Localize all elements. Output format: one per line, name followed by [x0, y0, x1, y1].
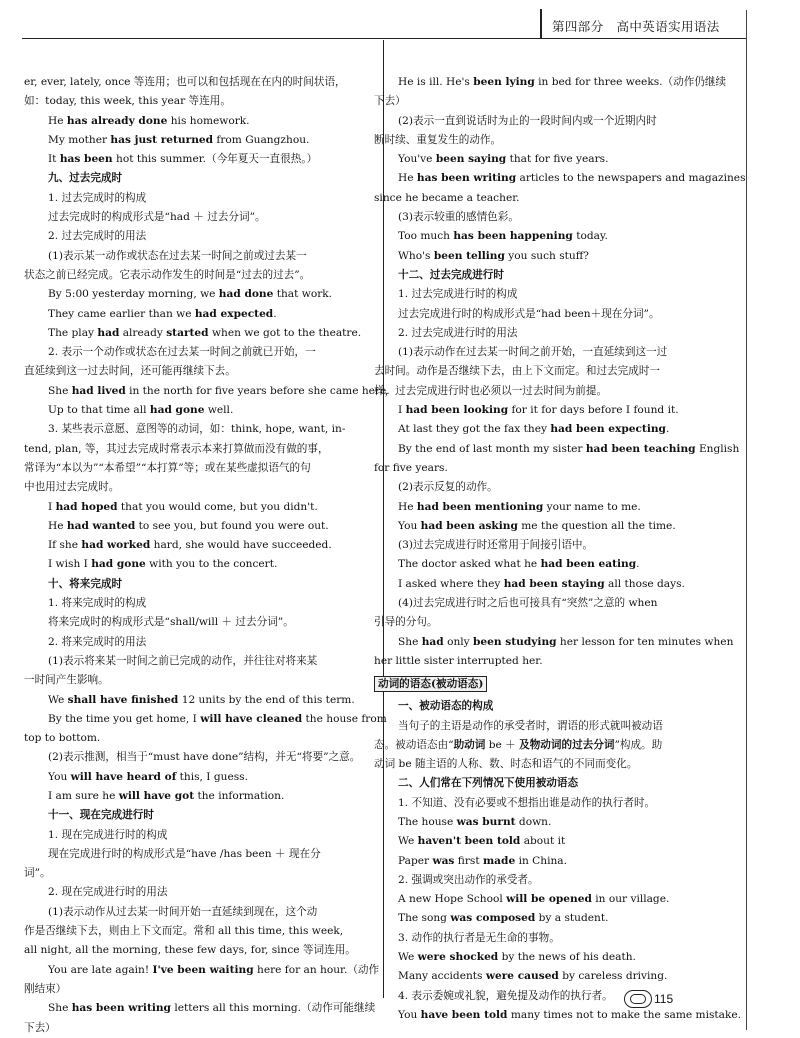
text-line: 一时间产生影响。	[24, 674, 109, 687]
text-line: 1. 过去完成进行时的构成	[398, 288, 518, 301]
text-line: The doctor asked what he had been eating.	[398, 558, 640, 571]
text-line: They came earlier than we had expected.	[48, 307, 277, 320]
text-line: (1)表示某一动作或状态在过去某一时间之前或过去某一	[48, 249, 307, 262]
text-line: A new Hope School will be opened in our village.	[398, 893, 670, 906]
text-line: I had hoped that you would come, but you didn't.	[48, 500, 318, 513]
text-line: 2. 表示一个动作或状态在过去某一时间之前就已开始，一	[48, 346, 316, 359]
left-column	[24, 73, 390, 1038]
page-edge-rule	[746, 10, 747, 1030]
text-line: 下去）	[24, 1021, 56, 1034]
text-line: 一、被动语态的构成	[398, 700, 494, 713]
text-line: 作是否继续下去，则由上下文而定。常和 all this time, this week,	[24, 925, 344, 938]
text-line: The song was composed by a student.	[398, 912, 609, 925]
text-line: 3. 某些表示意愿、意图等的动词，如：think, hope, want, in-	[48, 423, 346, 436]
text-line: By the end of last month my sister had been teaching English	[398, 442, 740, 455]
text-line: (2)表示推测，相当于“must have done”结构，并无“将要”之意。	[48, 751, 361, 764]
text-line: Up to that time all had gone well.	[48, 404, 234, 417]
page-number-icon	[624, 990, 652, 1008]
text-line: for five years.	[374, 461, 448, 474]
text-line: 1. 不知道、没有必要或不想指出谁是动作的执行者时。	[398, 796, 656, 809]
text-line: (1)表示将来某一时间之前已完成的动作，并往往对将来某	[48, 654, 318, 667]
text-line: 2. 过去完成进行时的用法	[398, 326, 518, 339]
text-line: Paper was first made in China.	[398, 854, 567, 867]
text-line: 状态之前已经完成。它表示动作发生的时间是“过去的过去”。	[24, 268, 311, 281]
text-line: 十二、过去完成进行时	[398, 268, 504, 281]
text-line: (3)表示较重的感情色彩。	[398, 211, 519, 224]
text-line: since he became a teacher.	[374, 191, 520, 204]
text-line: 二、人们常在下列情况下使用被动语态	[398, 777, 579, 790]
text-line: 词”。	[24, 867, 51, 880]
text-line: You had been asking me the question all the time.	[398, 519, 676, 532]
text-line: By the time you get home, I will have cleaned the house from	[48, 712, 387, 725]
text-line: (4)过去完成进行时之后也可接具有“突然”之意的 when	[398, 597, 658, 610]
text-line: 十、将来完成时	[48, 577, 123, 590]
text-line: 2. 将来完成时的用法	[48, 635, 147, 648]
text-line: 将来完成时的构成形式是“shall/will ＋ 过去分词”。	[48, 616, 294, 629]
text-line: You are late again! I've been waiting here for an hour.（动作	[48, 963, 380, 976]
text-line: 九、过去完成时	[48, 172, 123, 185]
text-line: At last they got the fax they had been expecting.	[398, 423, 670, 436]
text-line: 现在完成进行时的构成形式是“have /has been ＋ 现在分	[48, 847, 321, 860]
text-line: 如：today, this week, this year 等连用。	[24, 95, 231, 108]
text-line: 断时续、重复发生的动作。	[374, 133, 502, 146]
text-line: She had only been studying her lesson for ten minutes when	[398, 635, 734, 648]
text-line: The house was burnt down.	[398, 815, 552, 828]
text-line: (2)表示反复的动作。	[398, 481, 498, 494]
text-line: I am sure he will have got the information.	[48, 789, 285, 802]
section-heading-box: 动词的语态(被动语态)	[374, 671, 700, 697]
text-line: If she had worked hard, she would have succeeded.	[48, 539, 332, 552]
text-line: her little sister interrupted her.	[374, 654, 543, 667]
text-line: 直延续到这一过去时间，还可能再继续下去。	[24, 365, 236, 378]
text-line: 1. 现在完成进行时的构成	[48, 828, 168, 841]
text-line: The play had already started when we got to the theatre.	[48, 326, 362, 339]
text-line: 过去完成时的构成形式是“had ＋ 过去分词”。	[48, 211, 266, 224]
text-line: We shall have finished 12 units by the end of this term.	[48, 693, 355, 706]
text-line: We haven't been told about it	[398, 835, 566, 848]
text-line: 3. 动作的执行者是无生命的事物。	[398, 931, 560, 944]
text-line: You have been told many times not to make the same mistake.	[398, 1008, 742, 1021]
text-line: Too much has been happening today.	[398, 230, 608, 243]
text-line: (1)表示动作在过去某一时间之前开始，一直延续到这一过	[398, 346, 668, 359]
text-line: 中也用过去完成时。	[24, 481, 120, 494]
text-line: 样，过去完成进行时也必须以一过去时间为前提。	[374, 384, 608, 397]
text-line: Many accidents were caused by careless driving.	[398, 970, 668, 983]
text-line: all night, all the morning, these few days, for, since 等词连用。	[24, 944, 356, 957]
text-line: 过去完成进行时的构成形式是“had been＋现在分词”。	[398, 307, 660, 320]
text-line: My mother has just returned from Guangzhou.	[48, 133, 310, 146]
text-line: (3)过去完成进行时还常用于间接引语中。	[398, 539, 594, 552]
text-line: He has already done his homework.	[48, 114, 250, 127]
text-line: Who's been telling you such stuff?	[398, 249, 589, 262]
text-line: 4. 表示委婉或礼貌，避免提及动作的执行者。	[398, 989, 613, 1002]
text-line: I had been looking for it for days before I found it.	[398, 404, 679, 417]
right-column	[374, 73, 746, 1025]
text-line: She had lived in the north for five years before she came here.	[48, 384, 390, 397]
text-line: We were shocked by the news of his death.	[398, 951, 636, 964]
text-line: 2. 过去完成时的用法	[48, 230, 147, 243]
text-line: 引导的分句。	[374, 616, 438, 629]
text-line: er, ever, lately, once 等连用；也可以和包括现在在内的时间状语，	[24, 76, 346, 88]
text-line: It has been hot this summer.（今年夏天一直很热。）	[48, 153, 318, 166]
text-line: He had wanted to see you, but found you were out.	[48, 519, 329, 532]
page-number: 115	[654, 992, 674, 1006]
text-line: tend, plan, 等，其过去完成时常表示本来打算做而没有做的事，	[24, 442, 329, 455]
text-line: You will have heard of this, I guess.	[48, 770, 248, 783]
text-line: By 5:00 yesterday morning, we had done that work.	[48, 288, 333, 301]
text-line: 去时间。动作是否继续下去，由上下文而定。和过去完成时一	[374, 365, 661, 378]
text-line: I wish I had gone with you to the concert.	[48, 558, 278, 571]
text-line: He has been writing articles to the newspapers and magazines	[398, 172, 746, 185]
text-line: top to bottom.	[24, 732, 101, 745]
text-line: He had been mentioning your name to me.	[398, 500, 641, 513]
text-line: 常译为“本以为”“本希望”“本打算”等；或在某些虚拟语气的句	[24, 461, 311, 474]
text-line: 2. 强调或突出动作的承受者。	[398, 873, 539, 886]
text-line: 2. 现在完成进行时的用法	[48, 886, 168, 899]
text-line: You've been saying that for five years.	[398, 153, 609, 166]
text-line: 态。被动语态由“助动词 be ＋ 及物动词的过去分词”构成。助	[374, 738, 663, 751]
text-line: (1)表示动作从过去某一时间开始一直延续到现在，这个动	[48, 905, 318, 918]
text-line: 1. 过去完成时的构成	[48, 191, 147, 204]
header-rule	[22, 38, 746, 39]
text-line: She has been writing letters all this morning.（动作可能继续	[48, 1002, 376, 1015]
text-line: 1. 将来完成时的构成	[48, 597, 147, 610]
text-line: I asked where they had been staying all those days.	[398, 577, 685, 590]
text-line: 当句子的主语是动作的承受者时，谓语的形式就叫被动语	[398, 719, 663, 732]
text-line: 刚结束）	[24, 982, 67, 995]
running-header: 第四部分 高中英语实用语法	[552, 19, 720, 34]
text-line: 下去）	[374, 95, 406, 108]
text-line: (2)表示一直到说话时为止的一段时间内或一个近期内时	[398, 114, 657, 127]
text-line: He is ill. He's been lying in bed for three weeks.（动作仍继续	[398, 76, 727, 88]
text-line: 十一、现在完成进行时	[48, 809, 154, 822]
text-line: 动词 be 随主语的人称、数、时态和语气的不同而变化。	[374, 758, 638, 771]
